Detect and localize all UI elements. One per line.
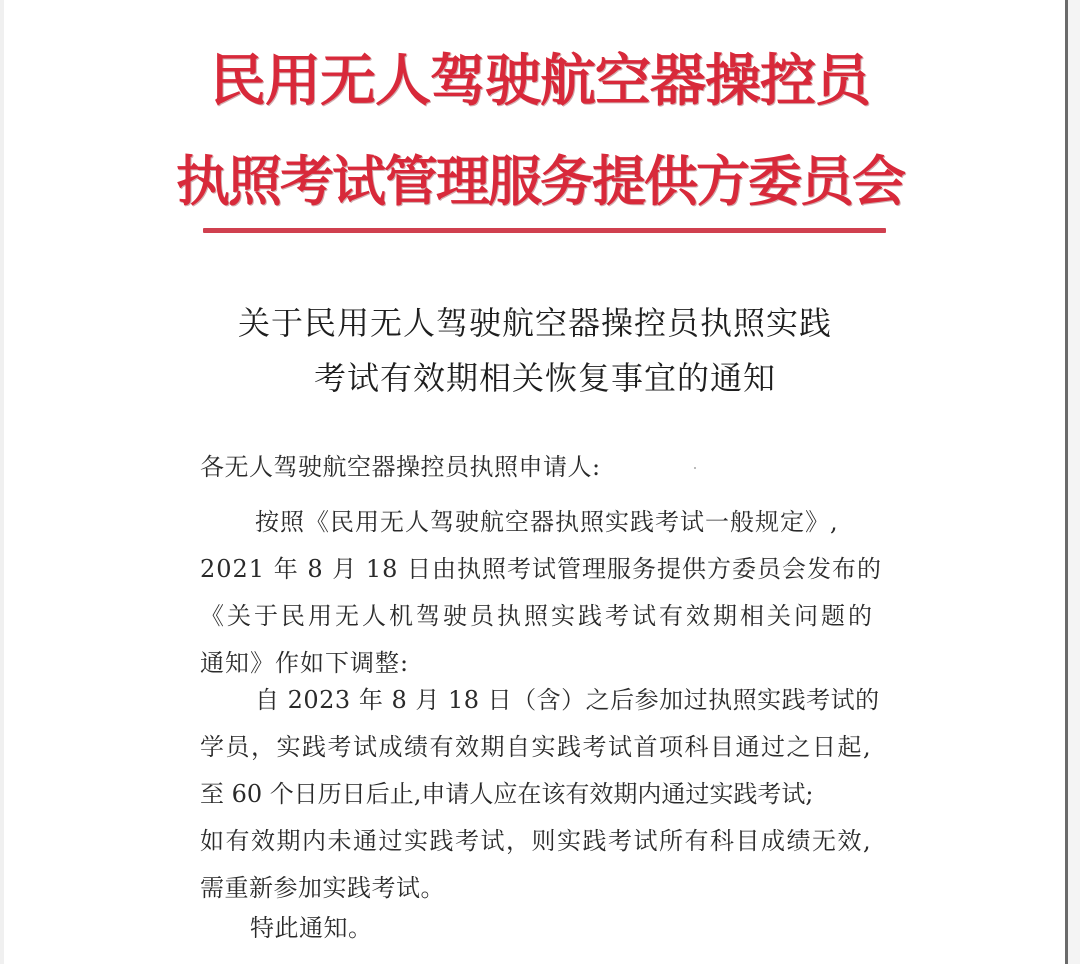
scan-speck bbox=[694, 467, 696, 469]
body-paragraph-2-line-4: 如有效期内未通过实践考试，则实践考试所有科目成绩无效, bbox=[200, 827, 873, 855]
salutation: 各无人驾驶航空器操控员执照申请人: bbox=[200, 453, 601, 481]
notice-title-line-1: 关于民用无人驾驶航空器操控员执照实践 bbox=[237, 304, 832, 342]
body-paragraph-1-line-3: 《关于民用无人机驾驶员执照实践考试有效期相关问题的 bbox=[200, 602, 875, 630]
letterhead-red-divider bbox=[203, 228, 886, 233]
body-paragraph-1-line-2: 2021 年 8 月 18 日由执照考试管理服务提供方委员会发布的 bbox=[200, 555, 883, 583]
body-paragraph-1-line-4: 通知》作如下调整: bbox=[200, 649, 410, 677]
letterhead-line-2: 执照考试管理服务提供方委员会 bbox=[176, 150, 904, 213]
page-left-edge bbox=[0, 0, 4, 964]
letterhead-line-1: 民用无人驾驶航空器操控员 bbox=[210, 49, 870, 114]
body-paragraph-2-line-1: 自 2023 年 8 月 18 日（含）之后参加过执照实践考试的 bbox=[255, 686, 880, 714]
notice-title-line-2: 考试有效期相关恢复事宜的通知 bbox=[313, 359, 776, 397]
body-paragraph-2-line-5: 需重新参加实践考试。 bbox=[200, 874, 445, 902]
closing-remark: 特此通知。 bbox=[250, 914, 373, 942]
body-paragraph-2-line-2: 学员，实践考试成绩有效期自实践考试首项科目通过之日起, bbox=[200, 733, 873, 761]
body-paragraph-2-line-3: 至 60 个日历日后止,申请人应在该有效期内通过实践考试; bbox=[200, 780, 814, 808]
page-right-margin bbox=[1068, 0, 1080, 964]
body-paragraph-1-line-1: 按照《民用无人驾驶航空器执照实践考试一般规定》, bbox=[255, 508, 839, 536]
